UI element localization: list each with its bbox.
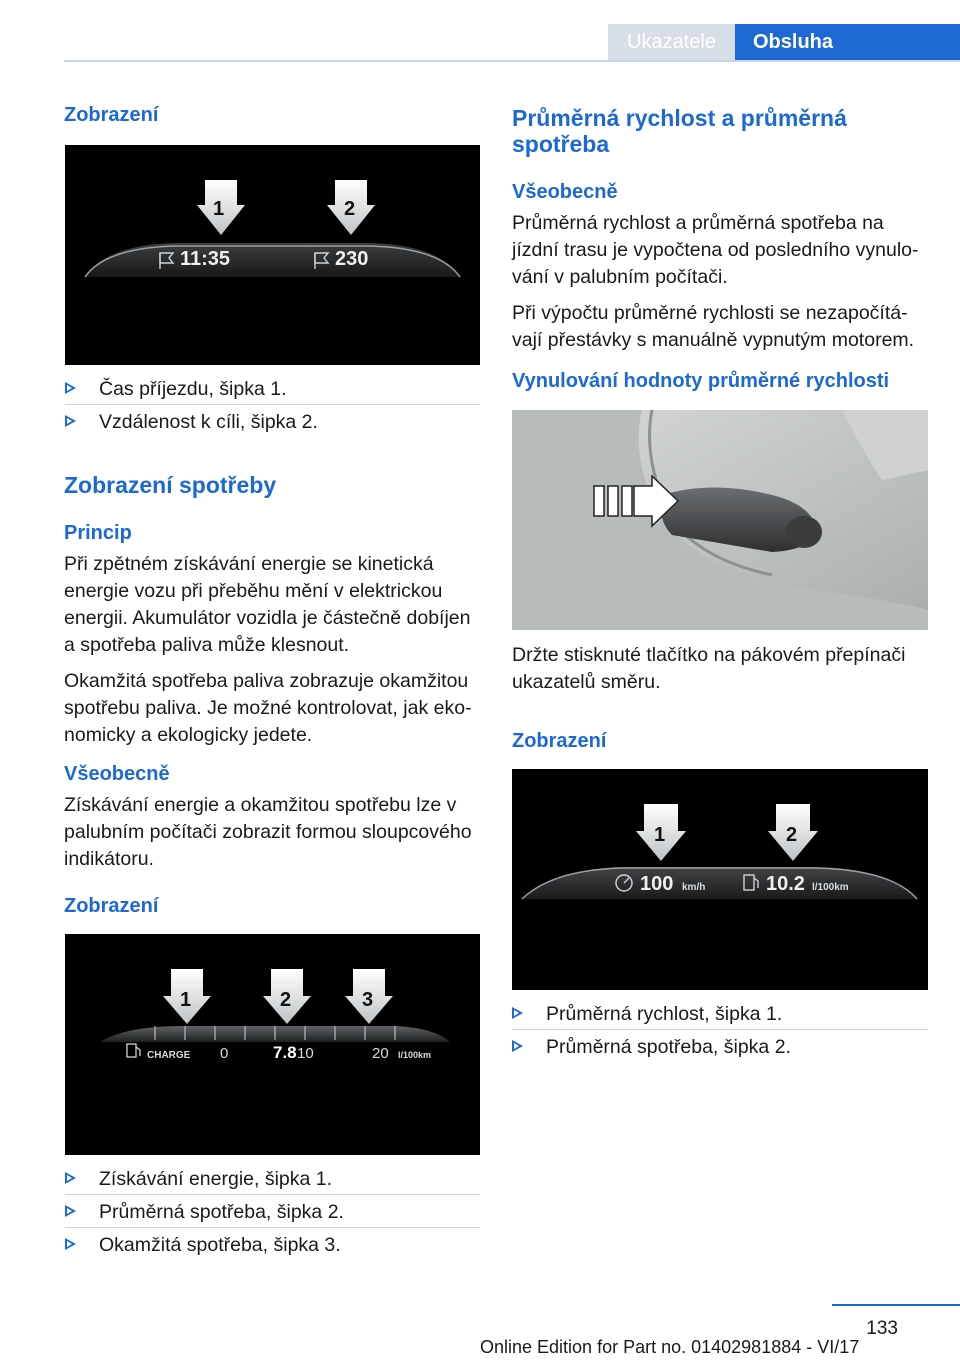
- speed-unit: km/h: [682, 882, 706, 893]
- arrow-1-label: 1: [180, 989, 192, 1011]
- tick-10-label: 10: [297, 1045, 314, 1062]
- display-heading-3: Zobrazení: [512, 730, 607, 752]
- subheading-general-right: Všeobecně: [512, 181, 618, 203]
- display-heading-2: Zobrazení: [64, 895, 159, 917]
- header-tab-section[interactable]: Ukazatele: [608, 24, 735, 61]
- fuel-pump-icon: [127, 1044, 140, 1057]
- average-speed-value: 100: [640, 873, 674, 895]
- subheading-general: Všeobecně: [64, 763, 170, 785]
- tick-value-label: 7.8: [273, 1043, 297, 1062]
- general-text: [64, 792, 482, 882]
- stalk-button-photo: [512, 410, 928, 630]
- consumption-unit: l/100km: [812, 882, 849, 893]
- bullet-triangle-icon: [65, 1238, 76, 1250]
- list-item: Vzdálenost k cíli, šipka 2.: [65, 411, 480, 438]
- arrow-1-label: 1: [213, 198, 225, 220]
- subheading-principle: Princip: [64, 522, 132, 544]
- page-number: 133: [866, 1318, 898, 1339]
- general-text-right: [512, 210, 930, 363]
- header-rule: [64, 60, 960, 62]
- list-divider: [512, 1029, 928, 1030]
- display-heading-1: Zobrazení: [64, 104, 159, 126]
- paragraph: Získávání energie a okamžitou spotřebu lze v palubním počítači zobrazit formou sloupcového indikátoru.: [64, 794, 472, 870]
- unit-label: l/100km: [398, 1050, 432, 1060]
- list-item: Okamžitá spotřeba, šipka 3.: [65, 1234, 480, 1261]
- charge-label: CHARGE: [147, 1050, 191, 1061]
- display-image-speed-consumption: [512, 769, 928, 990]
- list-item: Průměrná rychlost, šipka 1.: [512, 1003, 928, 1030]
- list-item: Průměrná spotřeba, šipka 2.: [65, 1201, 480, 1228]
- paragraph: Při zpětném získávání energie se kinetická energie vozu při přeběhu mění v elektrickou energii. Akumulátor vozidla je částečně dobíjen a spotřeba paliva může klesnout.: [64, 553, 471, 656]
- paragraph: Držte stisknuté tlačítko na pákovém přepínači ukazatelů směru.: [512, 644, 906, 693]
- arrow-1-label: 1: [654, 824, 666, 846]
- list-divider: [65, 404, 480, 405]
- paragraph: Průměrná rychlost a průměrná spotřeba na jízdní trasu je vypočtena od posledního vynulování v palubním počítači.: [512, 212, 919, 288]
- section-heading-consumption: Zobrazení spotřeby: [64, 472, 277, 498]
- tick-20-label: 20: [372, 1045, 389, 1062]
- average-consumption-value: 10.2: [766, 873, 805, 895]
- bullet-triangle-icon: [65, 1205, 76, 1217]
- footer-rule: [832, 1304, 960, 1306]
- footer-edition: Online Edition for Part no. 01402981884 - VI/17: [480, 1337, 860, 1357]
- tick-0-label: 0: [220, 1045, 229, 1062]
- subheading-reset: Vynulování hodnoty průměrné rychlosti: [512, 370, 890, 392]
- list-divider: [65, 1194, 480, 1195]
- list-item: Čas příjezdu, šipka 1.: [65, 378, 480, 405]
- bullet-triangle-icon: [512, 1007, 523, 1019]
- bullet-triangle-icon: [65, 382, 76, 394]
- paragraph: Při výpočtu průměrné rychlosti se nezapočítávají přestávky s manuálně vypnutým motorem.: [512, 302, 915, 351]
- arrow-2-label: 2: [786, 824, 798, 846]
- list-item: Průměrná spotřeba, šipka 2.: [512, 1036, 928, 1063]
- arrival-time-value: 11:35: [180, 248, 231, 270]
- stripes-icon: [594, 486, 632, 516]
- arrow-2-label: 2: [344, 198, 356, 220]
- bullet-triangle-icon: [65, 415, 76, 427]
- display-image-arrival-distance: [65, 145, 480, 365]
- arrow-3-label: 3: [362, 989, 374, 1011]
- paragraph: Okamžitá spotřeba paliva zobrazuje okamžitou spotřebu paliva. Je možné kontrolovat, jak ekonomicky a ekologicky jedete.: [64, 670, 472, 746]
- bullet-triangle-icon: [65, 1172, 76, 1184]
- distance-value: 230: [335, 248, 369, 270]
- reset-text: [512, 642, 930, 705]
- list-item: Získávání energie, šipka 1.: [65, 1168, 480, 1195]
- section-heading-average: Průměrná rychlost a průměrná spotřeba: [512, 105, 847, 157]
- principle-text: [64, 551, 482, 758]
- header-tab-chapter[interactable]: Obsluha: [735, 24, 960, 61]
- list-divider: [65, 1227, 480, 1228]
- bullet-triangle-icon: [512, 1040, 523, 1052]
- arrow-2-label: 2: [280, 989, 292, 1011]
- display-image-consumption-bar: [65, 934, 480, 1155]
